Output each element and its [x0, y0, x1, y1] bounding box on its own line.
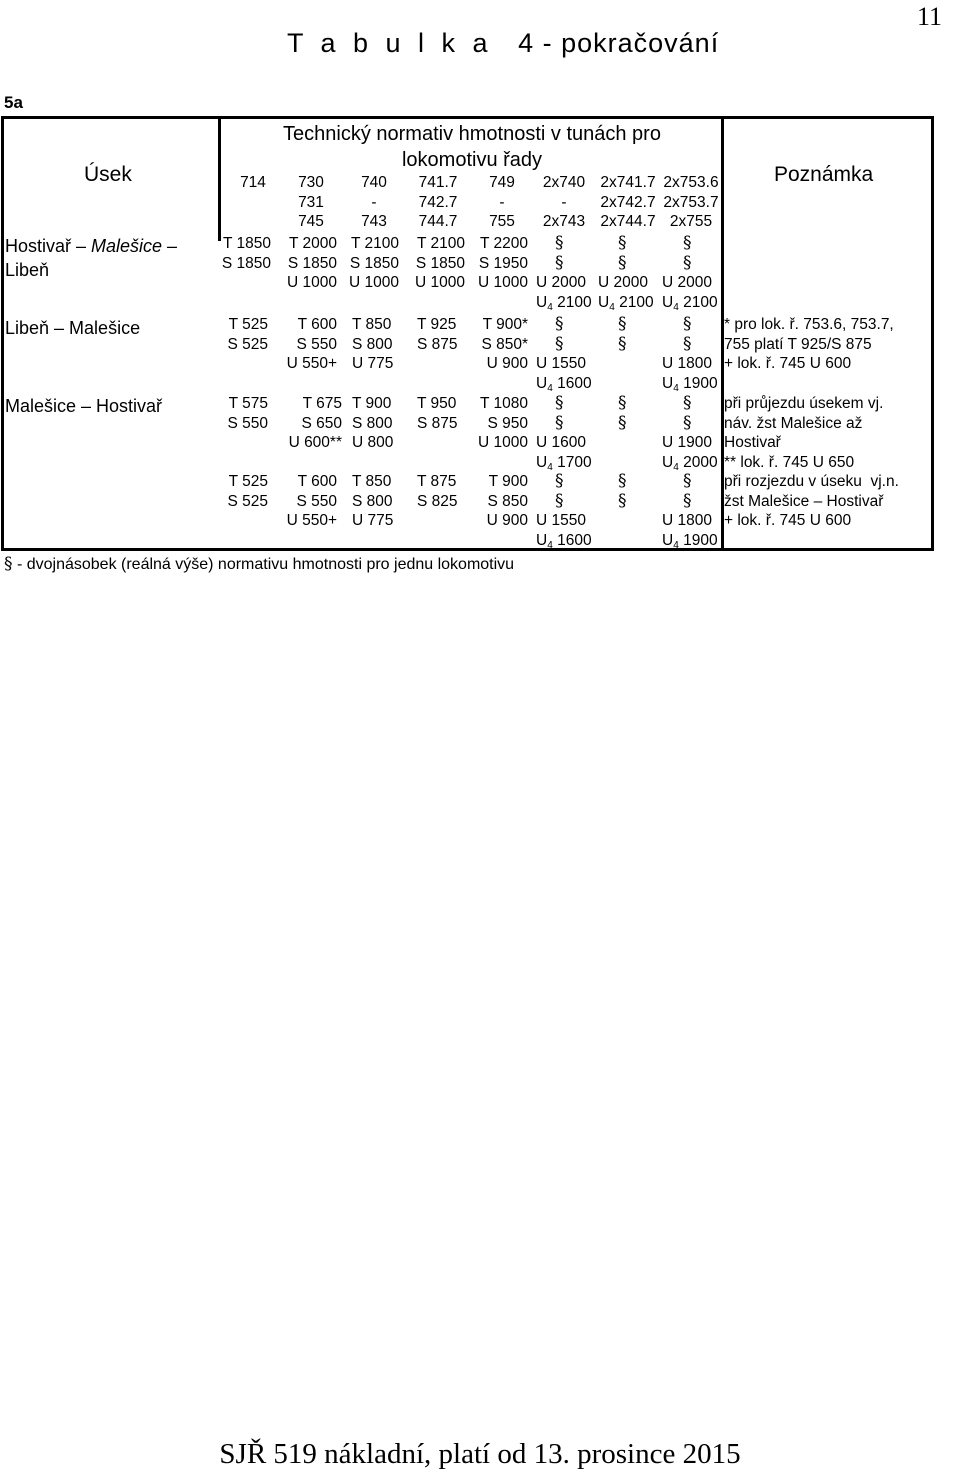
series-2x741-line3: 2x744.7: [600, 213, 656, 230]
cell-r1-2x740: [536, 273, 592, 312]
cell-r4-714: [218, 472, 268, 511]
series-749-line3: 755: [489, 213, 515, 230]
value: S 550: [227, 414, 268, 432]
value: S 800: [352, 414, 393, 432]
cell-r3-2x753: [662, 433, 718, 472]
value: T 2000: [289, 235, 337, 252]
cell-r2-741: [417, 315, 458, 354]
note-line: ** lok. ř. 745 U 650: [724, 453, 855, 471]
value: T 675: [302, 395, 342, 412]
route-line1: [5, 234, 177, 258]
cell-r2-749: [464, 315, 528, 374]
cell-r3-730: [270, 394, 342, 453]
section-label: 5a: [4, 93, 23, 112]
value: U 1000: [349, 274, 399, 291]
value: T 950: [417, 395, 457, 412]
value: U 775: [352, 355, 394, 372]
series-741-line2: 742.7: [418, 193, 458, 211]
route-part3: Libeň: [5, 260, 50, 280]
u4-value: $U_4$ 1900: [662, 531, 718, 551]
cell-r1-740: [336, 234, 399, 293]
value: S 1850: [221, 254, 271, 272]
paragraph-symbol: §: [683, 393, 692, 413]
value: U 1000: [478, 274, 528, 291]
u4-value: $U_4$ 2100: [598, 293, 654, 313]
value: S 800: [352, 492, 393, 510]
value: 1700: [557, 453, 592, 471]
note-line: Hostivař: [724, 434, 781, 451]
series-714-line1: 714: [240, 174, 266, 191]
subscript: 4: [609, 301, 615, 313]
value: 1600: [557, 374, 592, 392]
u4-value: $U_4$ 2000: [662, 453, 718, 473]
value: U 550+: [286, 355, 337, 372]
subscript: 4: [673, 539, 679, 551]
cell-r4-740: [352, 472, 393, 531]
value: U 1800: [662, 512, 712, 529]
value: T 1080: [480, 395, 528, 412]
value: 2100: [683, 293, 718, 311]
paragraph-symbol: §: [618, 412, 627, 433]
paragraph-symbol: §: [555, 393, 564, 413]
value: S 650: [301, 414, 342, 432]
paragraph-symbol: §: [683, 333, 692, 354]
value: S 850*: [481, 335, 528, 353]
note-line: 755 platí T 925/S 875: [724, 335, 872, 353]
series-730-line2: 731: [298, 193, 324, 211]
paragraph-symbol: §: [618, 333, 627, 354]
value: U 1550: [536, 512, 586, 529]
paragraph-symbol: §: [555, 314, 564, 334]
value: T 2200: [480, 235, 528, 252]
paragraph-symbol: §: [555, 252, 564, 273]
page-title: [287, 28, 719, 59]
value: U 775: [352, 512, 394, 529]
route-liben-malesice: Libeň – Malešice: [5, 318, 141, 338]
value: U 900: [486, 512, 528, 529]
value: U 1550: [536, 355, 586, 372]
cell-r3-741: [417, 394, 458, 433]
cell-r1-2x741: [598, 273, 654, 312]
cell-r3-740: [352, 394, 393, 453]
series-2x740-line3: 2x743: [542, 213, 586, 230]
series-730: [289, 173, 333, 232]
title-spaced: T a b u l k a: [287, 28, 493, 58]
series-2x740: [536, 173, 592, 232]
value: U 1000: [287, 274, 337, 291]
cell-r4-2x753: [662, 511, 718, 550]
cell-r4-2x740: [536, 511, 592, 550]
series-730-line3: 745: [298, 213, 324, 230]
subscript: 4: [673, 301, 679, 313]
value: 2000: [683, 453, 718, 471]
cell-r3-749: [464, 394, 528, 453]
series-2x753-line2: 2x753.7: [663, 193, 719, 211]
series-2x740-line2: -: [561, 193, 567, 211]
header-normativ: [222, 121, 722, 173]
paragraph-symbol: §: [618, 233, 627, 253]
value: 1600: [557, 531, 592, 549]
title-rest: 4 - pokračování: [518, 28, 720, 58]
series-2x740-line1: 2x740: [542, 174, 586, 191]
cell-r1-2x753: [662, 273, 718, 312]
series-2x753: [658, 173, 724, 232]
note-r4: [724, 472, 899, 531]
paragraph-symbol: §: [555, 490, 564, 511]
subscript: 4: [547, 539, 553, 551]
series-2x753-line1: 2x753.6: [663, 174, 719, 191]
paragraph-symbol: §: [618, 393, 627, 413]
value: S 550: [296, 492, 337, 510]
cell-r2-740: [352, 315, 393, 374]
column-divider-left: [218, 116, 221, 241]
note-line: + lok. ř. 745 U 600: [724, 512, 852, 529]
cell-r1-749: [464, 234, 528, 293]
paragraph-symbol: §: [618, 252, 627, 273]
paragraph-symbol: §: [618, 490, 627, 511]
route-part2: Malešice –: [91, 236, 178, 256]
value: S 1850: [415, 254, 465, 272]
value: T 850: [352, 316, 392, 333]
paragraph-symbol: §: [683, 314, 692, 334]
value: T 850: [352, 473, 392, 490]
paragraph-symbol: §: [683, 252, 692, 273]
value: T 900: [352, 395, 392, 412]
value: S 1950: [478, 254, 528, 272]
note-line: + lok. ř. 745 U 600: [724, 355, 852, 372]
u4-value: $U_4$ 2100: [536, 293, 592, 313]
series-740: [352, 173, 396, 232]
cell-r2-714: [218, 315, 268, 354]
series-741: [413, 173, 463, 232]
value: T 900*: [482, 316, 528, 333]
value: T 600: [297, 316, 337, 333]
series-741-line3: 744.7: [418, 213, 458, 230]
cell-r1-730: [270, 234, 337, 293]
paragraph-symbol: §: [555, 471, 564, 491]
value: T 2100: [351, 235, 399, 252]
series-740-line1: 740: [361, 174, 387, 191]
value: U 900: [486, 355, 528, 372]
series-749-line1: 749: [489, 174, 515, 191]
paragraph-symbol: §: [4, 554, 13, 574]
paragraph-symbol: §: [555, 412, 564, 433]
series-749: [480, 173, 524, 232]
subscript: 4: [547, 382, 553, 394]
note-line: náv. žst Malešice až: [724, 414, 863, 432]
value: S 875: [417, 414, 458, 432]
cell-r4-741: [417, 472, 458, 511]
u4-value: $U_4$ 1600: [536, 374, 592, 394]
value: U 550+: [286, 512, 337, 529]
cell-r2-2x740: [536, 354, 592, 393]
series-2x741-line2: 2x742.7: [600, 193, 656, 211]
route-malesice-hostivar: Malešice – Hostivař: [5, 396, 163, 416]
cell-r3-714: [218, 394, 268, 433]
note-line: žst Malešice – Hostivař: [724, 492, 884, 510]
header-usek: Úsek: [84, 163, 132, 186]
value: 2100: [557, 293, 592, 311]
paragraph-symbol: §: [683, 471, 692, 491]
series-730-line1: 730: [298, 174, 324, 191]
value: U 2000: [536, 274, 586, 291]
series-741-line1: 741.7: [418, 174, 458, 191]
cell-r2-730: [270, 315, 337, 374]
value: U 600**: [288, 434, 342, 451]
value: S 1850: [349, 254, 399, 272]
value: S 825: [417, 492, 458, 510]
value: S 800: [352, 335, 393, 353]
subscript: 4: [547, 301, 553, 313]
value: U 2000: [662, 274, 712, 291]
note-r3: [724, 394, 883, 472]
value: S 850: [487, 492, 528, 510]
note-line: při rozjezdu v úseku vj.n.: [724, 473, 899, 490]
series-740-line2: -: [371, 193, 377, 211]
value: S 1850: [287, 254, 337, 272]
paragraph-symbol: §: [555, 233, 564, 253]
cell-r3-2x740: [536, 433, 592, 472]
value: U 1800: [662, 355, 712, 372]
paragraph-symbol: §: [618, 314, 627, 334]
value: T 600: [297, 473, 337, 490]
series-749-line2: -: [499, 193, 505, 211]
paragraph-symbol: §: [618, 471, 627, 491]
u4-value: $U_4$ 1900: [662, 374, 718, 394]
cell-r2-2x753: [662, 354, 718, 393]
u4-value: $U_4$ 1600: [536, 531, 592, 551]
page-footer: SJŘ 519 nákladní, platí od 13. prosince 2015: [219, 1438, 741, 1470]
value: U 1000: [478, 434, 528, 451]
u4-value: $U_4$ 1700: [536, 453, 592, 473]
value: S 525: [227, 335, 268, 353]
value: S 525: [227, 492, 268, 510]
header-normativ-line1: Technický normativ hmotnosti v tunách pro: [283, 123, 661, 145]
value: T 2100: [417, 235, 465, 252]
series-2x753-line3: 2x755: [669, 213, 713, 230]
series-714: [233, 173, 273, 193]
paragraph-symbol: §: [683, 490, 692, 511]
series-2x741-line1: 2x741.7: [600, 174, 656, 191]
cell-r4-730: [270, 472, 337, 531]
value: T 525: [228, 316, 268, 333]
cell-r4-749: [464, 472, 528, 531]
cell-r1-714: [218, 234, 271, 273]
value: U 1000: [415, 274, 465, 291]
header-poznamka: Poznámka: [774, 163, 874, 186]
value: 2100: [619, 293, 654, 311]
value: U 800: [352, 434, 394, 451]
subscript: 4: [673, 461, 679, 473]
subscript: 4: [673, 382, 679, 394]
u4-value: $U_4$ 2100: [662, 293, 718, 313]
value: 1900: [683, 374, 718, 392]
value: S 875: [417, 335, 458, 353]
paragraph-symbol: §: [683, 412, 692, 433]
cell-r1-741: [400, 234, 465, 293]
header-normativ-line2: lokomotivu řady: [401, 149, 543, 171]
subscript: 4: [547, 461, 553, 473]
value: T 525: [228, 473, 268, 490]
note-line: * pro lok. ř. 753.6, 753.7,: [724, 316, 894, 333]
value: T 575: [228, 395, 268, 412]
paragraph-symbol: §: [555, 333, 564, 354]
value: U 2000: [598, 274, 648, 291]
value: U 1600: [536, 434, 586, 451]
footnote: [4, 555, 514, 575]
value: S 550: [296, 335, 337, 353]
note-line: při průjezdu úsekem vj.: [724, 395, 884, 412]
value: 1900: [683, 531, 718, 549]
route-part1: Hostivař –: [5, 236, 92, 256]
series-2x741: [596, 173, 660, 232]
page-number: 11: [916, 2, 942, 31]
value: S 950: [487, 414, 528, 432]
footnote-text: - dvojnásobek (reálná výše) normativu hmotnosti pro jednu lokomotivu: [12, 556, 515, 573]
note-r2: [724, 315, 894, 374]
value: T 925: [417, 316, 457, 333]
value: T 1850: [223, 235, 271, 252]
value: T 875: [417, 473, 457, 490]
route-hostivar-malesice-liben: [5, 234, 177, 282]
paragraph-symbol: §: [683, 233, 692, 253]
value: U 1900: [662, 434, 712, 451]
series-740-line3: 743: [361, 213, 387, 230]
value: T 900: [488, 473, 528, 490]
